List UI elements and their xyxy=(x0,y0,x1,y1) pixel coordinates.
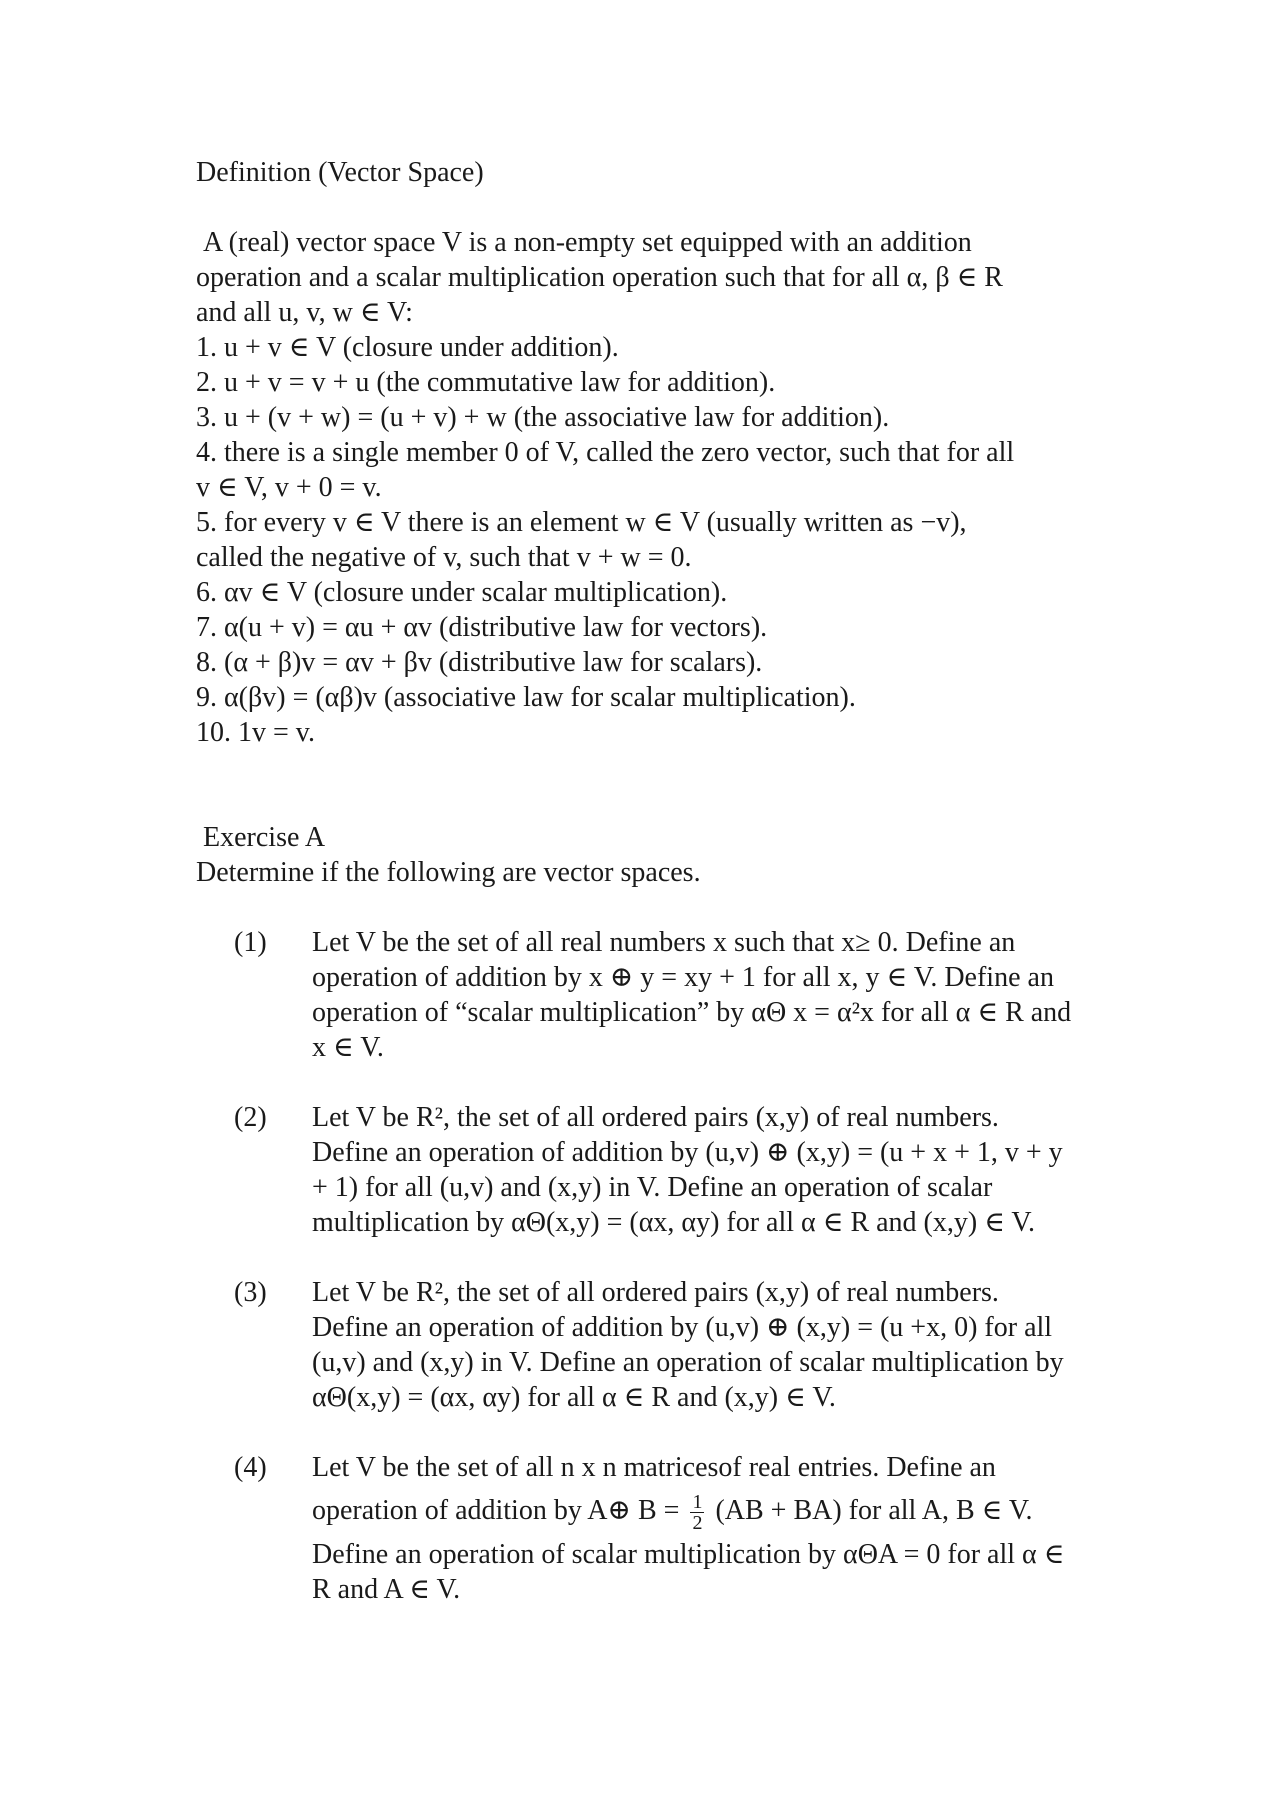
axiom-line: 6. αv ∈ V (closure under scalar multiplication). xyxy=(196,577,728,608)
axiom-line: called the negative of v, such that v + w = 0. xyxy=(196,542,692,573)
exercise-line: Let V be the set of all n x n matricesof real entries. Define an xyxy=(312,1452,996,1483)
exercise-line: (u,v) and (x,y) in V. Define an operation of scalar multiplication by xyxy=(312,1347,1064,1378)
exercise-number: (2) xyxy=(234,1102,267,1133)
fraction-numerator: 1 xyxy=(692,1491,703,1514)
exercise-body xyxy=(312,1100,1096,1240)
exercise-title: Exercise A xyxy=(203,822,326,853)
axiom-line: 5. for every v ∈ V there is an element w ∈ V (usually written as −v), xyxy=(196,507,967,538)
exercise-number: (1) xyxy=(234,927,267,958)
intro-line: operation and a scalar multiplication operation such that for all α, β ∈ R xyxy=(196,262,1003,293)
definition-title: Definition (Vector Space) xyxy=(196,157,484,188)
axiom-line: 10. 1v = v. xyxy=(196,717,315,748)
exercise-line: + 1) for all (u,v) and (x,y) in V. Define an operation of scalar xyxy=(312,1172,993,1203)
exercise-line-with-fraction xyxy=(312,1485,1096,1537)
exercise-body xyxy=(312,1275,1096,1415)
one-half-fraction xyxy=(690,1492,704,1533)
exercise-item-2 xyxy=(196,1100,1096,1240)
exercise-number: (4) xyxy=(234,1452,267,1483)
axiom-line: 8. (α + β)v = αv + βv (distributive law for scalars). xyxy=(196,647,763,678)
fraction-denominator: 2 xyxy=(692,1512,703,1535)
exercise-line: αΘ(x,y) = (αx, αy) for all α ∈ R and (x,y) ∈ V. xyxy=(312,1382,836,1413)
exercise-body xyxy=(312,1450,1096,1607)
exercise-line: Let V be R², the set of all ordered pairs (x,y) of real numbers. xyxy=(312,1102,999,1133)
exercise-item-1 xyxy=(196,925,1096,1065)
exercise-item-4 xyxy=(196,1450,1096,1607)
exercise-line: x ∈ V. xyxy=(312,1032,384,1063)
definition-intro xyxy=(196,225,1096,330)
exercise-number: (3) xyxy=(234,1277,267,1308)
intro-line: and all u, v, w ∈ V: xyxy=(196,297,413,328)
exercise-line: Let V be R², the set of all ordered pairs (x,y) of real numbers. xyxy=(312,1277,999,1308)
exercise-item-3 xyxy=(196,1275,1096,1415)
fraction-line-after: (AB + BA) for all A, B ∈ V. xyxy=(715,1495,1033,1526)
exercise-line: R and A ∈ V. xyxy=(312,1574,461,1605)
exercise-line: operation of addition by x ⊕ y = xy + 1 for all x, y ∈ V. Define an xyxy=(312,962,1054,993)
exercise-list xyxy=(196,925,1096,1607)
exercise-body xyxy=(312,925,1096,1065)
axiom-line: 4. there is a single member 0 of V, called the zero vector, such that for all xyxy=(196,437,1015,468)
intro-line: A (real) vector space V is a non-empty set equipped with an addition xyxy=(203,227,972,258)
axiom-line: 7. α(u + v) = αu + αv (distributive law for vectors). xyxy=(196,612,768,643)
axiom-line: 9. α(βv) = (αβ)v (associative law for scalar multiplication). xyxy=(196,682,856,713)
fraction-line-before: operation of addition by A⊕ B = xyxy=(312,1495,680,1526)
axiom-line: v ∈ V, v + 0 = v. xyxy=(196,472,382,503)
exercise-instruction: Determine if the following are vector spaces. xyxy=(196,857,701,888)
document-page xyxy=(196,155,1096,1642)
exercise-line: multiplication by αΘ(x,y) = (αx, αy) for all α ∈ R and (x,y) ∈ V. xyxy=(312,1207,1036,1238)
exercise-line: Define an operation of scalar multiplication by αΘA = 0 for all α ∈ xyxy=(312,1539,1065,1570)
axiom-list xyxy=(196,330,1096,750)
axiom-line: 3. u + (v + w) = (u + v) + w (the associative law for addition). xyxy=(196,402,890,433)
exercise-line: Define an operation of addition by (u,v) ⊕ (x,y) = (u +x, 0) for all xyxy=(312,1312,1053,1343)
exercise-line: Define an operation of addition by (u,v) ⊕ (x,y) = (u + x + 1, v + y xyxy=(312,1137,1063,1168)
axiom-line: 2. u + v = v + u (the commutative law for addition). xyxy=(196,367,776,398)
exercise-line: Let V be the set of all real numbers x such that x≥ 0. Define an xyxy=(312,927,1016,958)
axiom-line: 1. u + v ∈ V (closure under addition). xyxy=(196,332,619,363)
exercise-line: operation of “scalar multiplication” by αΘ x = α²x for all α ∈ R and xyxy=(312,997,1072,1028)
